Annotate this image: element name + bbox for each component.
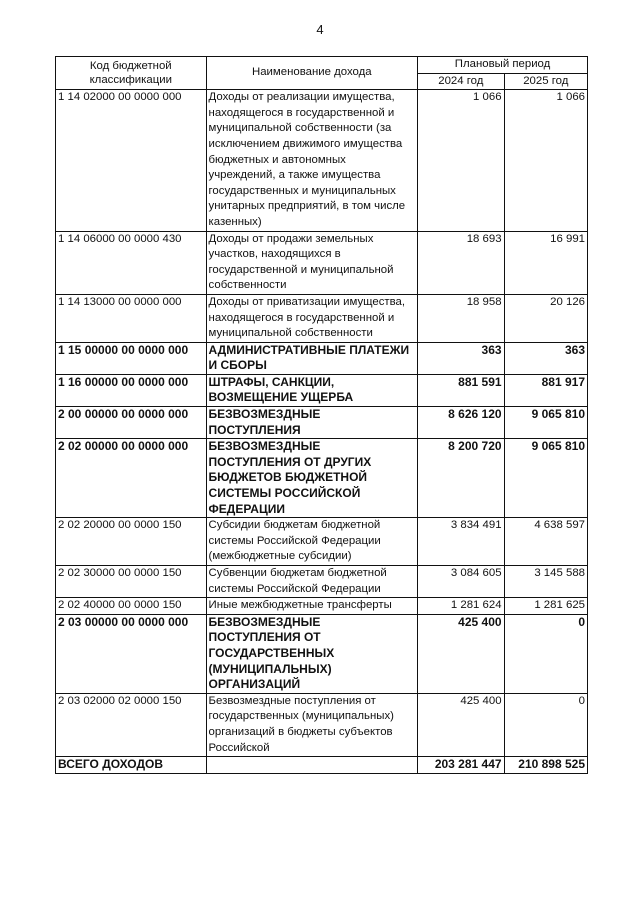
header-year-2025: 2025 год [504,73,587,90]
table-row [56,518,588,566]
total-2025: 210 898 525 [504,757,587,774]
table-row [56,294,588,342]
row-code: 2 00 00000 00 0000 000 [56,407,207,439]
total-label: ВСЕГО ДОХОДОВ [56,757,207,774]
row-value-2025: 363 [504,342,587,374]
table-body [56,90,588,757]
row-name: ШТРАФЫ, САНКЦИИ, ВОЗМЕЩЕНИЕ УЩЕРБА [206,374,418,406]
page-number: 4 [316,22,324,37]
row-value-2024: 8 626 120 [418,407,504,439]
row-code: 2 02 30000 00 0000 150 [56,566,207,598]
row-value-2024: 1 281 624 [418,598,504,615]
table-row [56,566,588,598]
row-name: Субвенции бюджетам бюджетной системы Российской Федерации [206,566,418,598]
table-row [56,231,588,294]
header-name: Наименование дохода [206,57,418,90]
row-code: 2 02 20000 00 0000 150 [56,518,207,566]
row-code: 1 14 02000 00 0000 000 [56,90,207,231]
row-code: 2 02 00000 00 0000 000 [56,439,207,518]
row-code: 1 14 06000 00 0000 430 [56,231,207,294]
row-value-2025: 9 065 810 [504,439,587,518]
row-name: Доходы от реализации имущества, находящегося в государственной и муниципальной собственности (за исключением движимого имущества бюджетных и автономных учреждений, а также имущества государственных и муниципальных унитарных предприятий, в том числе казенных) [206,90,418,231]
header-year-2024: 2024 год [418,73,504,90]
total-row [56,757,588,774]
row-name: БЕЗВОЗМЕЗДНЫЕ ПОСТУПЛЕНИЯ ОТ ДРУГИХ БЮДЖЕТОВ БЮДЖЕТНОЙ СИСТЕМЫ РОССИЙСКОЙ ФЕДЕРАЦИИ [206,439,418,518]
header-period: Плановый период [418,57,588,74]
row-value-2025: 3 145 588 [504,566,587,598]
row-value-2024: 18 958 [418,294,504,342]
row-name: БЕЗВОЗМЕЗДНЫЕ ПОСТУПЛЕНИЯ [206,407,418,439]
row-value-2025: 4 638 597 [504,518,587,566]
table-row [56,614,588,693]
row-code: 2 03 02000 02 0000 150 [56,693,207,756]
row-name: Безвозмездные поступления от государственных (муниципальных) организаций в бюджеты субъектов Российской [206,693,418,756]
row-value-2024: 363 [418,342,504,374]
row-code: 2 03 00000 00 0000 000 [56,614,207,693]
row-value-2024: 3 834 491 [418,518,504,566]
total-2024: 203 281 447 [418,757,504,774]
row-value-2024: 3 084 605 [418,566,504,598]
row-value-2025: 881 917 [504,374,587,406]
row-value-2024: 18 693 [418,231,504,294]
table-row [56,407,588,439]
row-value-2025: 0 [504,614,587,693]
row-name: Иные межбюджетные трансферты [206,598,418,615]
row-code: 2 02 40000 00 0000 150 [56,598,207,615]
header-code: Код бюджетной классификации [56,57,207,90]
row-value-2025: 1 281 625 [504,598,587,615]
table-row [56,439,588,518]
row-code: 1 15 00000 00 0000 000 [56,342,207,374]
table-row [56,598,588,615]
row-value-2025: 9 065 810 [504,407,587,439]
row-value-2025: 0 [504,693,587,756]
row-name: Доходы от продажи земельных участков, находящихся в государственной и муниципальной собственности [206,231,418,294]
total-name-cell [206,757,418,774]
budget-income-table [55,56,588,774]
row-value-2025: 16 991 [504,231,587,294]
row-name: АДМИНИСТРАТИВНЫЕ ПЛАТЕЖИ И СБОРЫ [206,342,418,374]
row-name: Субсидии бюджетам бюджетной системы Российской Федерации (межбюджетные субсидии) [206,518,418,566]
table-row [56,374,588,406]
table-row [56,693,588,756]
table-row [56,90,588,231]
row-value-2025: 1 066 [504,90,587,231]
row-name: Доходы от приватизации имущества, находящегося в государственной и муниципальной собственности [206,294,418,342]
row-value-2024: 425 400 [418,693,504,756]
row-value-2024: 425 400 [418,614,504,693]
row-value-2024: 1 066 [418,90,504,231]
row-value-2025: 20 126 [504,294,587,342]
table-row [56,342,588,374]
row-value-2024: 8 200 720 [418,439,504,518]
row-name: БЕЗВОЗМЕЗДНЫЕ ПОСТУПЛЕНИЯ ОТ ГОСУДАРСТВЕННЫХ (МУНИЦИПАЛЬНЫХ) ОРГАНИЗАЦИЙ [206,614,418,693]
row-code: 1 14 13000 00 0000 000 [56,294,207,342]
row-value-2024: 881 591 [418,374,504,406]
row-code: 1 16 00000 00 0000 000 [56,374,207,406]
